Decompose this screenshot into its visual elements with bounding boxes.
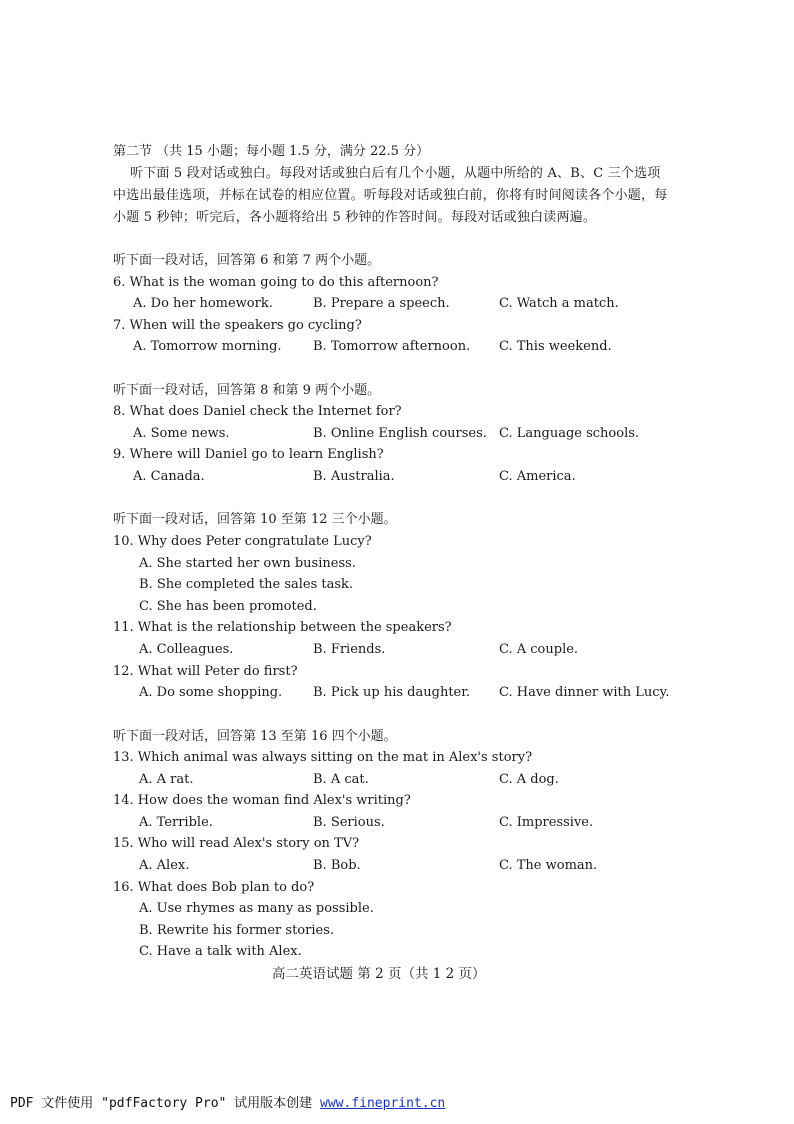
question-7: 7. When will the speakers go cycling? [113, 318, 362, 333]
question-13: 13. Which animal was always sitting on the mat in Alex's story? [113, 750, 533, 765]
question-13-option-b: B. A cat. [313, 772, 369, 787]
question-7-option-a: A. Tomorrow morning. [133, 339, 282, 354]
question-6: 6. What is the woman going to do this afternoon? [113, 275, 439, 290]
question-14-option-b: B. Serious. [313, 815, 385, 830]
question-12: 12. What will Peter do first? [113, 664, 298, 679]
question-8-option-b: B. Online English courses. [313, 426, 487, 441]
pdf-trial-text: PDF 文件使用 "pdfFactory Pro" 试用版本创建 [10, 1096, 321, 1111]
question-16-option-b: B. Rewrite his former stories. [139, 923, 334, 938]
group-heading-4: 听下面一段对话，回答第 13 至第 16 四个小题。 [113, 729, 397, 744]
question-10-option-b: B. She completed the sales task. [139, 577, 354, 592]
question-14-option-c: C. Impressive. [499, 815, 594, 830]
section-intro-line-2: 中选出最佳选项，并标在试卷的相应位置。听每段对话或独白前，你将有时间阅读各个小题，每 [113, 188, 668, 203]
question-9-option-c: C. America. [499, 469, 576, 484]
question-11: 11. What is the relationship between the speakers? [113, 620, 452, 635]
question-8-option-a: A. Some news. [133, 426, 230, 441]
question-6-option-c: C. Watch a match. [499, 296, 619, 311]
question-6-option-a: A. Do her homework. [133, 296, 273, 311]
question-8: 8. What does Daniel check the Internet for? [113, 404, 402, 419]
question-12-option-b: B. Pick up his daughter. [313, 685, 471, 700]
question-8-option-c: C. Language schools. [499, 426, 640, 441]
question-10: 10. Why does Peter congratulate Lucy? [113, 534, 372, 549]
question-14: 14. How does the woman find Alex's writing? [113, 793, 411, 808]
question-16: 16. What does Bob plan to do? [113, 880, 315, 895]
group-heading-3: 听下面一段对话，回答第 10 至第 12 三个小题。 [113, 512, 397, 527]
section-title: 第二节 （共 15 小题；每小题 1.5 分，满分 22.5 分） [113, 144, 430, 159]
question-9: 9. Where will Daniel go to learn English? [113, 447, 384, 462]
question-13-option-c: C. A dog. [499, 772, 559, 787]
question-13-option-a: A. A rat. [139, 772, 194, 787]
question-14-option-a: A. Terrible. [139, 815, 213, 830]
section-intro-line-3: 小题 5 秒钟；听完后，各小题将给出 5 秒钟的作答时间。每段对话或独白读两遍。 [113, 210, 597, 225]
question-12-option-c: C. Have dinner with Lucy. [499, 685, 670, 700]
question-16-option-a: A. Use rhymes as many as possible. [139, 901, 374, 916]
question-7-option-c: C. This weekend. [499, 339, 612, 354]
question-15-option-a: A. Alex. [139, 858, 190, 873]
fineprint-link[interactable]: www.fineprint.cn [320, 1096, 446, 1111]
group-heading-2: 听下面一段对话，回答第 8 和第 9 两个小题。 [113, 383, 381, 398]
question-11-option-b: B. Friends. [313, 642, 386, 657]
question-12-option-a: A. Do some shopping. [139, 685, 283, 700]
question-6-option-b: B. Prepare a speech. [313, 296, 450, 311]
page-footer: 高二英语试题 第 2 页（共 1 2 页） [272, 966, 486, 982]
question-9-option-b: B. Australia. [313, 469, 395, 484]
question-10-option-a: A. She started her own business. [139, 556, 356, 571]
question-15-option-b: B. Bob. [313, 858, 361, 873]
pdf-trial-note [10, 1096, 445, 1112]
question-11-option-a: A. Colleagues. [139, 642, 234, 657]
question-10-option-c: C. She has been promoted. [139, 599, 317, 614]
group-heading-1: 听下面一段对话，回答第 6 和第 7 两个小题。 [113, 253, 381, 268]
question-11-option-c: C. A couple. [499, 642, 579, 657]
question-7-option-b: B. Tomorrow afternoon. [313, 339, 471, 354]
question-15: 15. Who will read Alex's story on TV? [113, 836, 360, 851]
question-15-option-c: C. The woman. [499, 858, 598, 873]
question-16-option-c: C. Have a talk with Alex. [139, 944, 302, 959]
section-intro-line-1: 听下面 5 段对话或独白。每段对话或独白后有几个小题，从题中所给的 A、B、C 三个选项 [130, 166, 661, 181]
question-9-option-a: A. Canada. [133, 469, 205, 484]
